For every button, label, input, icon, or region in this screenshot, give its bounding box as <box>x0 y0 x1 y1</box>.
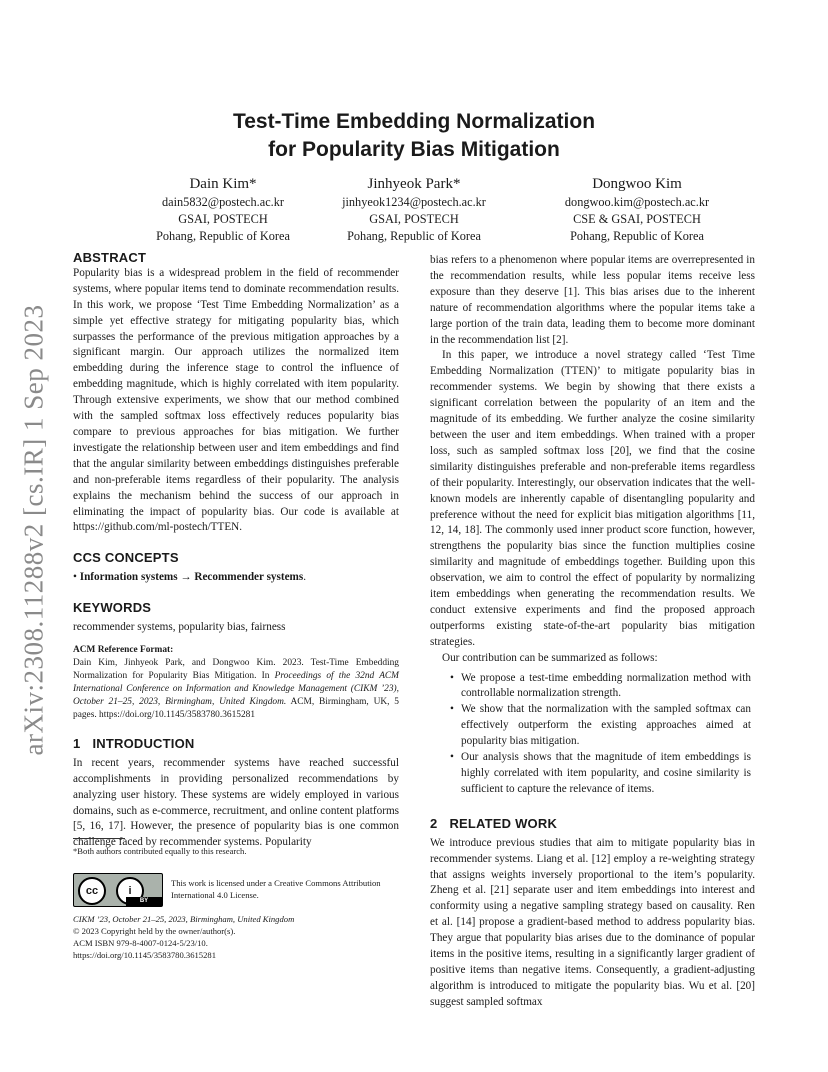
license-text: This work is licensed under a Creative Commons Attribution International 4.0 License. <box>171 878 381 900</box>
acm-reference-venue: Proceedings of the 32nd ACM International Conference on Information and Knowledge Management (CIKM ’23), October 21–25, 2023, Birmingham, United Kingdom. <box>73 670 399 707</box>
conference-line: CIKM ’23, October 21–25, 2023, Birmingham, United Kingdom <box>73 914 295 924</box>
list-item: • We propose a test-time embedding normalization method with controllable normalization strength. <box>430 671 755 703</box>
cc-by-badge[interactable] <box>73 873 163 907</box>
intro-paragraph-2: In this paper, we introduce a novel strategy called ‘Test Time Embedding Normalization (TTEN)’ to mitigate popularity bias in recommender systems. We begin by showing that there exists a significant correlation between the popularity of an item and the magnitude of its embedding. We further analyze the cosine similarity between the user and item embeddings. When trained with a proper loss, such as sampled softmax loss [20], we find that the cosine similarity distinguishes preferable and non-preferable items regardless of their popularity. Interestingly, our observation indicates that the well-known models are inherently capable of disentangling popularity and preference without the need for explicit bias mitigation algorithms [11, 12, 14, 18]. The commonly used inner product score function, however, strengthens the popularity bias since the function multiplies cosine similarity and magnitude of embeddings together. Building upon this observation, we aim to control the effect of popularity by normalizing item embeddings when generating the recommendation results. We conduct extensive experiments and find the proposed approach outperforms existing state-of-the-art popularity bias mitigation strategies. <box>430 349 755 648</box>
author-location: Pohang, Republic of Korea <box>347 229 481 243</box>
acm-reference-part: Dain Kim, Jinhyeok Park, and Dongwoo Kim. 2023. Test-Time Embedding Normalization for Popularity Bias Mitigation. In <box>73 657 399 681</box>
right-column <box>430 253 755 1011</box>
intro-heading <box>73 736 399 752</box>
author-email: jinhyeok1234@postech.ac.kr <box>342 195 486 209</box>
acm-reference-part: ACM, Birmingham, UK, 5 pages. https://doi.org/10.1145/3583780.3615281 <box>73 696 399 720</box>
footnote <box>73 838 399 857</box>
author-affiliation: GSAI, POSTECH <box>369 212 459 226</box>
intro-text: In recent years, recommender systems have reached successful accomplishments in providing personalized recommendations by analyzing user history. These systems are widely employed in various domains, such as e-commerce, recruitment, and online content platforms [5, 16, 17]. However, the presence of popularity bias is one common challenge faced by recommender systems. Popularity <box>73 756 399 849</box>
acm-reference <box>73 644 399 722</box>
related-work-heading <box>430 816 755 832</box>
section-number: 2 <box>430 815 438 831</box>
section-title: INTRODUCTION <box>92 735 195 751</box>
related-work-text: We introduce previous studies that aim to mitigate popularity bias in recommender systems. Liang et al. [12] employ a re-weighting strategy that assigns weights inversely proportional to the item’s popularity. Zheng et al. [21] separate user and item embeddings into interest and conformity using a negative sampling strategy based on causality. Ren et al. [14] propose a gradient-based method to address popularity bias. They argue that popularity bias arises due to the dominance of popular items in the positive items, resulting in a significantly larger gradient of positive items than negative items. Consequently, a gradient-adjusting algorithm is introduced to mitigate the popularity bias. Wu et al. [20] suggest sampled softmax <box>430 836 755 1008</box>
author-name: Jinhyeok Park* <box>367 176 461 192</box>
license-block <box>73 873 399 909</box>
author-affiliation: CSE & GSAI, POSTECH <box>573 212 701 226</box>
section-title: RELATED WORK <box>449 815 558 831</box>
abstract-heading: ABSTRACT <box>73 250 147 265</box>
author-location: Pohang, Republic of Korea <box>156 229 290 243</box>
arxiv-sidebar <box>14 300 54 760</box>
acm-reference-heading: ACM Reference Format: <box>73 644 174 655</box>
paper-title <box>0 108 828 164</box>
ccs-heading: CCS CONCEPTS <box>73 550 179 566</box>
cc-icon: cc <box>78 877 106 905</box>
ccs-text <box>73 570 399 586</box>
author-name: Dongwoo Kim <box>592 176 682 192</box>
list-item: • We show that the normalization with the sampled softmax can effectively outperform the existing approaches aimed at popularity bias mitigation. <box>430 702 755 750</box>
ccs-end: . <box>303 571 307 584</box>
title-line-2: for Popularity Bias Mitigation <box>268 138 560 161</box>
abstract-text: Popularity bias is a widespread problem in the field of recommender systems, where popular items tend to dominate recommendation results. In this work, we propose ‘Test Time Embedding Normalization’ as a simple yet effective strategy for mitigating popularity bias, which surpasses the performance of the previous mitigation approaches by a significant margin. Our approach utilizes the normalized item embedding during the inference stage to control the influence of embedding magnitude, which is highly correlated with item popularity. Through extensive experiments, we show that our method combined with the sampled softmax loss effectively reduces popularity bias compare to previous approaches for bias mitigation. We further investigate the relationship between user and item embeddings and find that the angular similarity between embeddings distinguishes preferable and non-preferable items regardless of their popularity. The analysis explains the mechanism behind the success of our approach in eliminating the impact of popularity bias. Our code is available at https://github.com/ml-postech/TTEN. <box>73 266 399 534</box>
ccs-bullet: • <box>73 571 77 584</box>
publication-info <box>73 913 399 961</box>
author-affiliation: GSAI, POSTECH <box>178 212 268 226</box>
acm-reference-text <box>73 657 399 722</box>
author-email: dain5832@postech.ac.kr <box>162 195 284 209</box>
left-column <box>73 250 399 851</box>
intro-continued: bias refers to a phenomenon where popular items are overrepresented in the recommendation results, while less popular items receive less exposure than they deserve [1]. This bias arises due to the inherent nature of recommendation algorithms where the popular items take a large portion of the train data, leading them to become more dominant in the recommendation list [2]. <box>430 254 755 346</box>
footnote-rule <box>73 838 125 839</box>
footnote-text: *Both authors contributed equally to this research. <box>73 846 247 856</box>
isbn-line: ACM ISBN 979-8-4007-0124-5/23/10. <box>73 938 208 948</box>
author-name: Dain Kim* <box>189 176 257 192</box>
keywords-heading: KEYWORDS <box>73 600 152 616</box>
contribution-intro: Our contribution can be summarized as follows: <box>442 651 658 664</box>
doi-link[interactable]: https://doi.org/10.1145/3583780.3615281 <box>73 950 216 960</box>
list-item: • Our analysis shows that the magnitude of item embeddings is highly correlated with item popularity, and cosine similarity is sufficient to capture the relevance of items. <box>430 750 755 798</box>
person-icon: i <box>116 877 144 905</box>
author-3 <box>517 174 757 245</box>
contribution-list <box>430 671 755 798</box>
title-line-1: Test-Time Embedding Normalization <box>232 110 596 133</box>
author-location: Pohang, Republic of Korea <box>570 229 704 243</box>
ccs-concept: Information systems → Recommender systems <box>79 571 304 584</box>
section-number: 1 <box>73 735 81 751</box>
keywords-text: recommender systems, popularity bias, fairness <box>73 621 286 634</box>
by-label: BY <box>126 897 162 906</box>
author-2 <box>294 174 534 245</box>
copyright-line: © 2023 Copyright held by the owner/author(s). <box>73 926 236 936</box>
author-email: dongwoo.kim@postech.ac.kr <box>564 195 710 209</box>
arxiv-identifier: arXiv:2308.11288v2 [cs.IR] 1 Sep 2023 <box>18 304 49 756</box>
